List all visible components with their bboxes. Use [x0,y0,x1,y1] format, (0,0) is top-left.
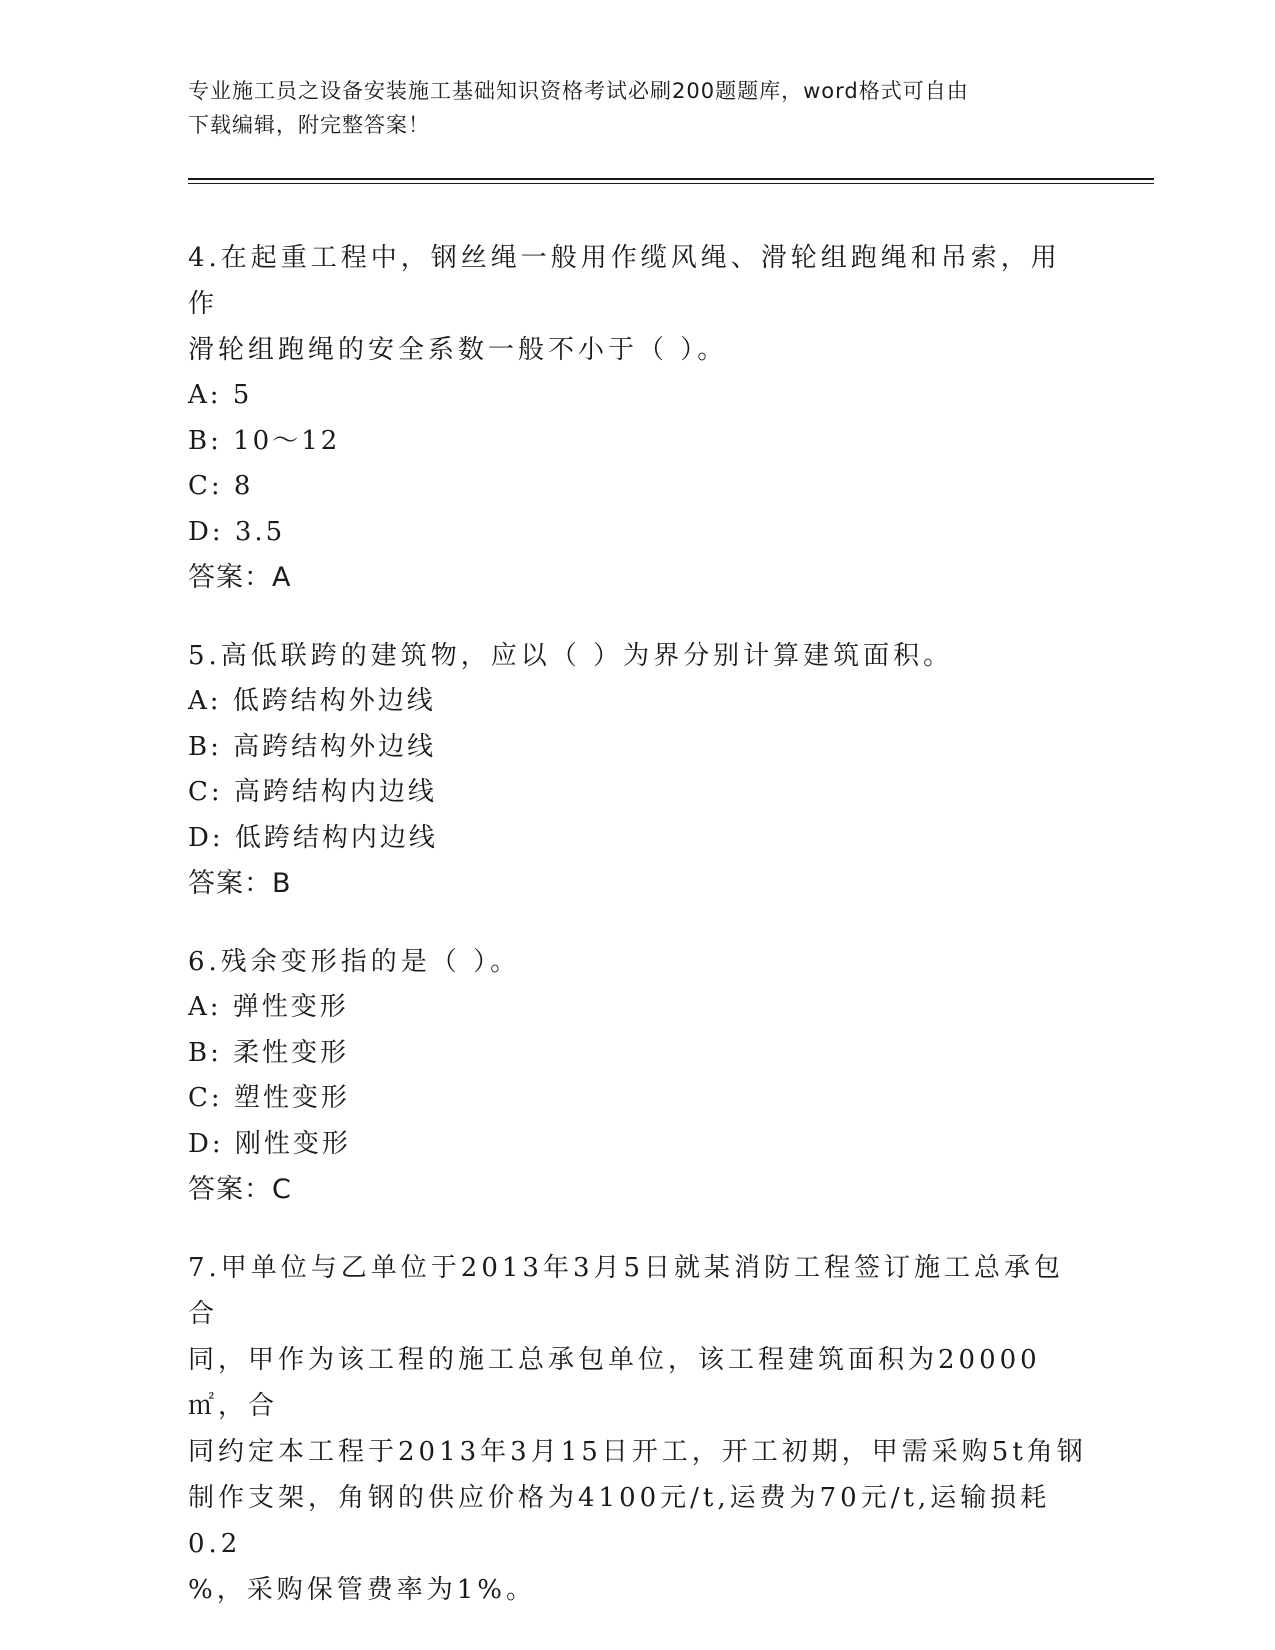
option-b: B: 高跨结构外边线 [188,731,437,762]
question-stem: 4.在起重工程中，钢丝绳一般用作缆风绳、滑轮组跑绳和吊索，用作 滑轮组跑绳的安全系数一般不小于（ ）。 [188,243,1061,365]
option-d: D: 3.5 [188,516,286,547]
option-a: A: 弹性变形 [188,992,349,1022]
question-stem: 6.残余变形指的是（ ）。 [188,947,521,977]
question-list [188,235,1088,1645]
option-c: C: 8 [188,471,254,501]
option-a: A: 低跨结构外边线 [188,686,436,716]
answer-line: 答案：A [188,562,292,593]
option-d: D: 低跨结构内边线 [188,822,438,853]
option-b: B: 柔性变形 [188,1037,350,1068]
option-d: D: 刚性变形 [188,1128,351,1159]
option-c: C: 塑性变形 [188,1083,350,1113]
question-6 [188,939,1088,1213]
question-7 [188,1245,1088,1613]
answer-line: 答案：B [188,868,292,899]
header-line-2: 下载编辑，附完整答案！ [188,113,430,137]
question-stem: 7.甲单位与乙单位于2013年3月5日就某消防工程签订施工总承包合 同，甲作为该工程的施工总承包单位，该工程建筑面积为20000㎡，合 同约定本工程于2013年3月15日开工，开工初期，甲需采购5t角钢 制作支架，角钢的供应价格为4100元/t,运费为70元/t,运输损耗0.2 %，采购保管费率为1%。 [188,1253,1087,1605]
answer-line: 答案：C [188,1174,292,1205]
question-4 [188,235,1088,601]
document-header [188,74,1068,142]
option-a: A: 5 [188,380,253,410]
header-divider-thick [188,178,1154,180]
question-5 [188,633,1088,907]
header-divider-thin [188,183,1154,184]
header-line-1: 专业施工员之设备安装施工基础知识资格考试必刷200题题库，word格式可自由 [188,79,969,103]
question-stem: 5.高低联跨的建筑物，应以（ ）为界分别计算建筑面积。 [188,641,954,671]
option-c: C: 高跨结构内边线 [188,777,437,807]
option-b: B: 10～12 [188,425,341,456]
